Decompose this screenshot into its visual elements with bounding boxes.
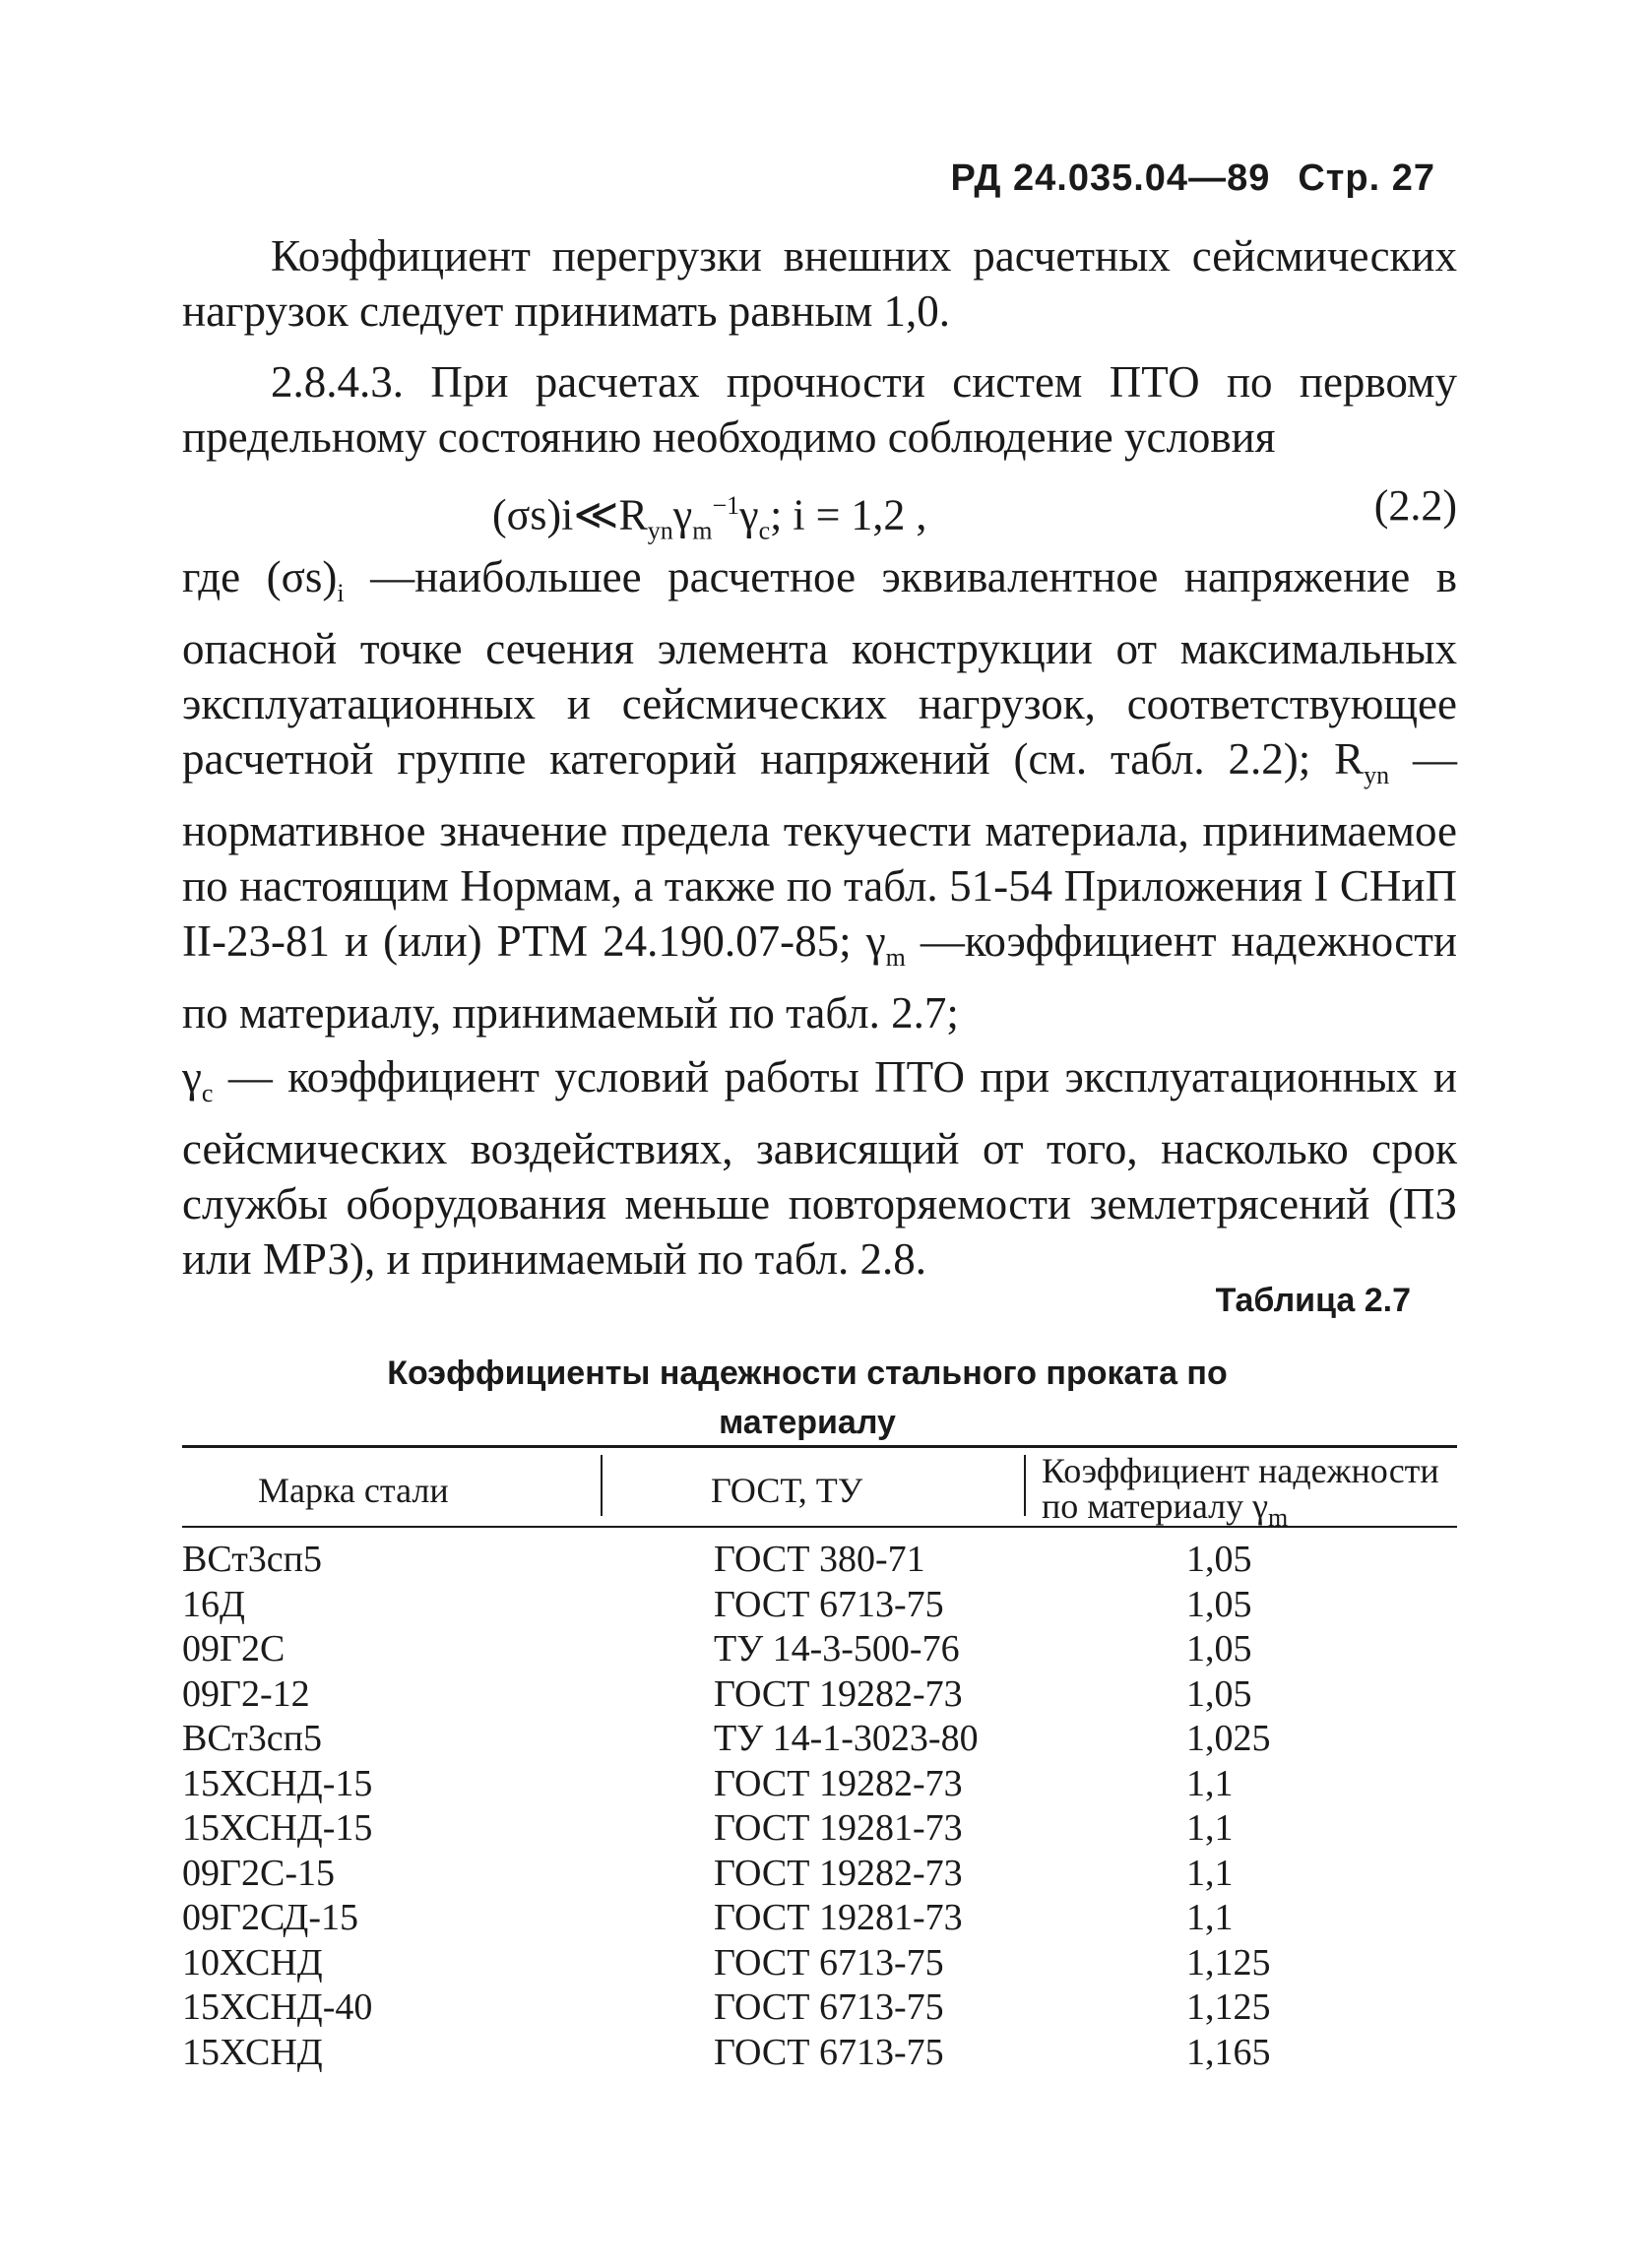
paragraph-2-8-4-3: 2.8.4.3. При расчетах прочности систем ПТО по первому предельному состоянию необходимо соблюдение условия [182,357,1457,462]
definitions-text-3: — нормативное значение предела текучести материала, принимаемое по настоящим Нормам, а также по табл. 51-54 Приложения I СНиП II-23-81 и (или) РТМ 24.190.07-85; [182,734,1457,966]
cell-steel-grade: 15ХСНД-15 [182,1762,373,1804]
cell-standard: ГОСТ 19281-73 [714,1807,963,1849]
table-header-coefficient-text: Коэффициент надежности по материалу [1042,1451,1439,1526]
cell-standard: ГОСТ 19281-73 [714,1897,963,1938]
formula-gamma-c: γ [739,490,759,539]
table-header-gost: ГОСТ, ТУ [711,1471,863,1510]
cell-steel-grade: 16Д [182,1583,245,1625]
cell-coefficient: 1,125 [1186,1941,1271,1984]
formula-number: (2.2) [1373,481,1457,530]
table-row [182,1627,1457,1672]
table-header-divider-1 [601,1455,603,1516]
cell-coefficient: 1,05 [1186,1583,1252,1625]
cell-steel-grade: 15ХСНД-40 [182,1986,373,2028]
doc-code: РД 24.035.04—89 [950,158,1271,199]
page-header [950,158,1435,200]
table-header-coefficient [1042,1453,1455,1536]
formula-gamma-m-sub: m [692,516,713,545]
table-header-gamma-sub: m [1268,1503,1289,1533]
table-title: Коэффициенты надежности стального проката по материалу [387,1354,1228,1441]
symbol-r-sub: yn [1364,761,1390,789]
symbol-gamma-m: γ [865,916,886,966]
paragraph-definitions [182,549,1457,1040]
table-row [182,1583,1457,1628]
gamma-c-text: — коэффициент условий работы ПТО при эксплуатационных и сейсмических воздействиях, зависящий от того, насколько срок службы оборудования меньше повторяемости землетрясений (ПЗ или МРЗ), и принимаемый по табл. 2.8. [182,1052,1457,1284]
table-label: Таблица 2.7 [1215,1282,1411,1319]
symbol-sigma-s-sub: i [337,579,345,607]
cell-standard: ГОСТ 6713-75 [714,2031,944,2073]
table-row [182,1717,1457,1762]
cell-standard: ГОСТ 19282-73 [714,1672,963,1715]
cell-standard: ГОСТ 6713-75 [714,1986,944,2028]
symbol-gamma-c: γ [182,1052,202,1102]
cell-steel-grade: 09Г2СД-15 [182,1897,358,1938]
cell-coefficient: 1,025 [1186,1718,1271,1759]
formula-r-sub: yn [647,516,673,545]
cell-standard: ТУ 14-3-500-76 [714,1628,960,1670]
paragraph-overload-coefficient: Коэффициент перегрузки внешних расчетных сейсмических нагрузок следует принимать равным 1,0. [182,231,1457,336]
cell-coefficient: 1,05 [1186,1672,1252,1715]
table-header-divider-2 [1024,1455,1026,1516]
table-row [182,1806,1457,1852]
cell-steel-grade: 15ХСНД-15 [182,1807,373,1849]
symbol-gamma-c-sub: c [201,1079,214,1107]
formula-r: R [618,490,648,539]
cell-coefficient: 1,1 [1186,1807,1234,1849]
table-top-rule [182,1445,1457,1448]
page-number: Стр. 27 [1298,158,1435,199]
cell-standard: ГОСТ 380-71 [714,1539,925,1580]
cell-coefficient: 1,165 [1186,2031,1271,2073]
paragraph-gamma-c [182,1049,1457,1287]
cell-coefficient: 1,1 [1186,1762,1234,1804]
table-header-gamma: γ [1252,1486,1269,1526]
formula-gamma-c-sub: c [758,516,771,545]
formula-expression [492,478,926,558]
table-header-rule [182,1526,1457,1528]
cell-standard: ГОСТ 6713-75 [714,1941,944,1984]
cell-coefficient: 1,1 [1186,1897,1234,1938]
cell-steel-grade: 09Г2-12 [182,1672,310,1715]
table-row [182,1852,1457,1897]
table-row [182,1762,1457,1807]
table-row [182,1941,1457,1986]
cell-steel-grade: ВСт3сп5 [182,1539,322,1580]
table-row [182,1985,1457,2031]
cell-steel-grade: 15ХСНД [182,2031,323,2073]
symbol-sigma-s: (σs) [266,552,338,601]
cell-standard: ТУ 14-1-3023-80 [714,1718,979,1759]
formula-condition: ; i = 1,2 , [770,490,927,539]
cell-standard: ГОСТ 19282-73 [714,1852,963,1894]
symbol-r: R [1334,734,1365,784]
table-header-steel-grade: Марка стали [258,1471,449,1510]
formula-lhs: (σs)i [492,490,574,539]
definitions-text-1: где [182,552,267,601]
cell-steel-grade: 10ХСНД [182,1941,323,1984]
symbol-gamma-m-sub: m [885,943,906,972]
definitions-text-4: —коэффициент надежности по материалу, принимаемый по табл. 2.7; [182,916,1457,1038]
cell-coefficient: 1,05 [1186,1628,1252,1670]
cell-standard: ГОСТ 6713-75 [714,1583,944,1625]
table-row [182,1672,1457,1718]
formula-gamma-m: γ [672,490,693,539]
table-row [182,2031,1457,2076]
table-body [182,1538,1457,2075]
cell-steel-grade: ВСт3сп5 [182,1718,322,1759]
cell-coefficient: 1,125 [1186,1986,1271,2028]
definitions-text-2: —наибольшее расчетное эквивалентное напряжение в опасной точке сечения элемента конструкции от максимальных эксплуатационных и сейсмических нагрузок, соответствующее расчетной группе категорий напряжений (см. табл. 2.2); [182,552,1457,784]
cell-standard: ГОСТ 19282-73 [714,1762,963,1804]
cell-coefficient: 1,1 [1186,1852,1234,1894]
table-row [182,1538,1457,1583]
cell-steel-grade: 09Г2С-15 [182,1852,335,1894]
cell-steel-grade: 09Г2С [182,1628,286,1670]
cell-coefficient: 1,05 [1186,1539,1252,1580]
formula-gamma-m-sup: −1 [712,491,740,520]
table-row [182,1896,1457,1941]
formula-relation: ≪ [573,490,619,539]
